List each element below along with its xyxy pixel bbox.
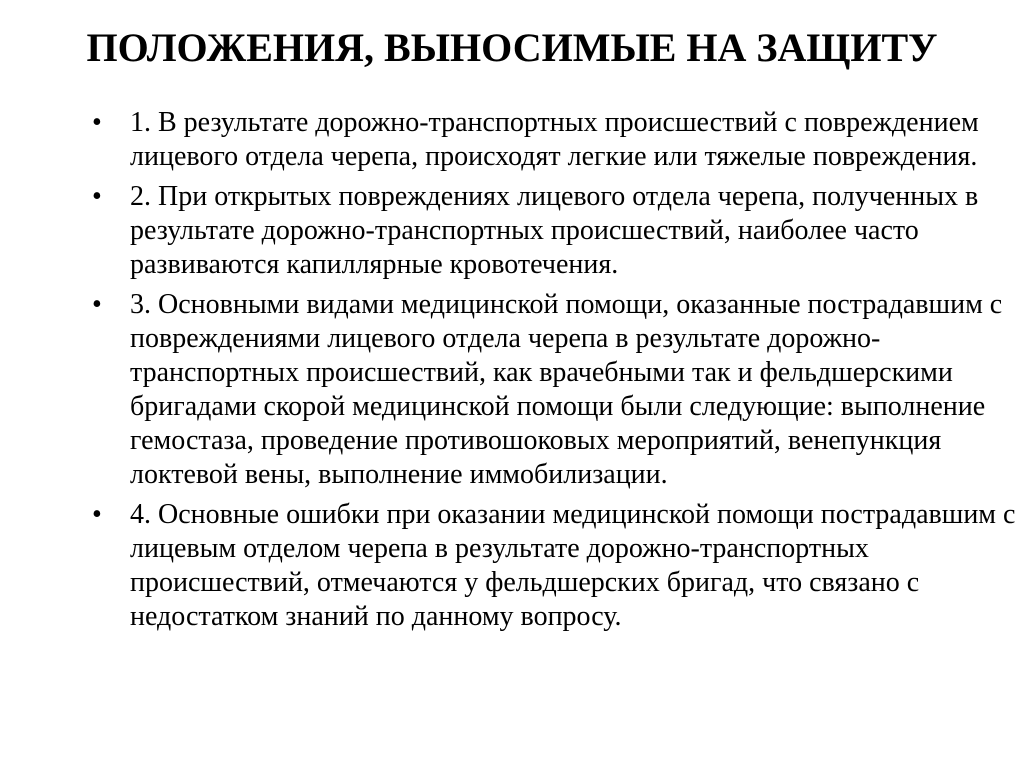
bullet-icon: •	[92, 499, 102, 530]
list-item	[92, 180, 1024, 282]
list-item-text: 3. Основными видами медицинской помощи, оказанные пострадавшим с повреждениями лицевого отдела черепа в результате дорожно-транспортных происшествий, как врачебными так и фельдшерскими бригадами скорой медицинской помощи были следующие: выполнение гемостаза, проведение противошоковых мероприятий, венепункция локтевой вены, выполнение иммобилизации.	[130, 289, 1003, 490]
bullet-icon: •	[92, 107, 102, 138]
bullet-list	[92, 106, 1024, 640]
list-item-text: 2. При открытых повреждениях лицевого отдела черепа, полученных в результате дорожно-транспортных происшествий, наиболее часто развиваются капиллярные кровотечения.	[130, 181, 979, 280]
list-item	[92, 288, 1024, 492]
list-item	[92, 498, 1024, 634]
bullet-icon: •	[92, 289, 102, 320]
list-item-text: 1. В результате дорожно-транспортных происшествий с повреждением лицевого отдела черепа, происходят легкие или тяжелые повреждения.	[130, 107, 979, 172]
bullet-icon: •	[92, 181, 102, 212]
slide-title: ПОЛОЖЕНИЯ, ВЫНОСИМЫЕ НА ЗАЩИТУ	[86, 25, 938, 70]
list-item	[92, 106, 1024, 174]
list-item-text: 4. Основные ошибки при оказании медицинской помощи пострадавшим с лицевым отделом черепа в результате дорожно-транспортных происшествий, отмечаются у фельдшерских бригад, что связано с недостатком знаний по данному вопросу.	[130, 499, 1016, 632]
